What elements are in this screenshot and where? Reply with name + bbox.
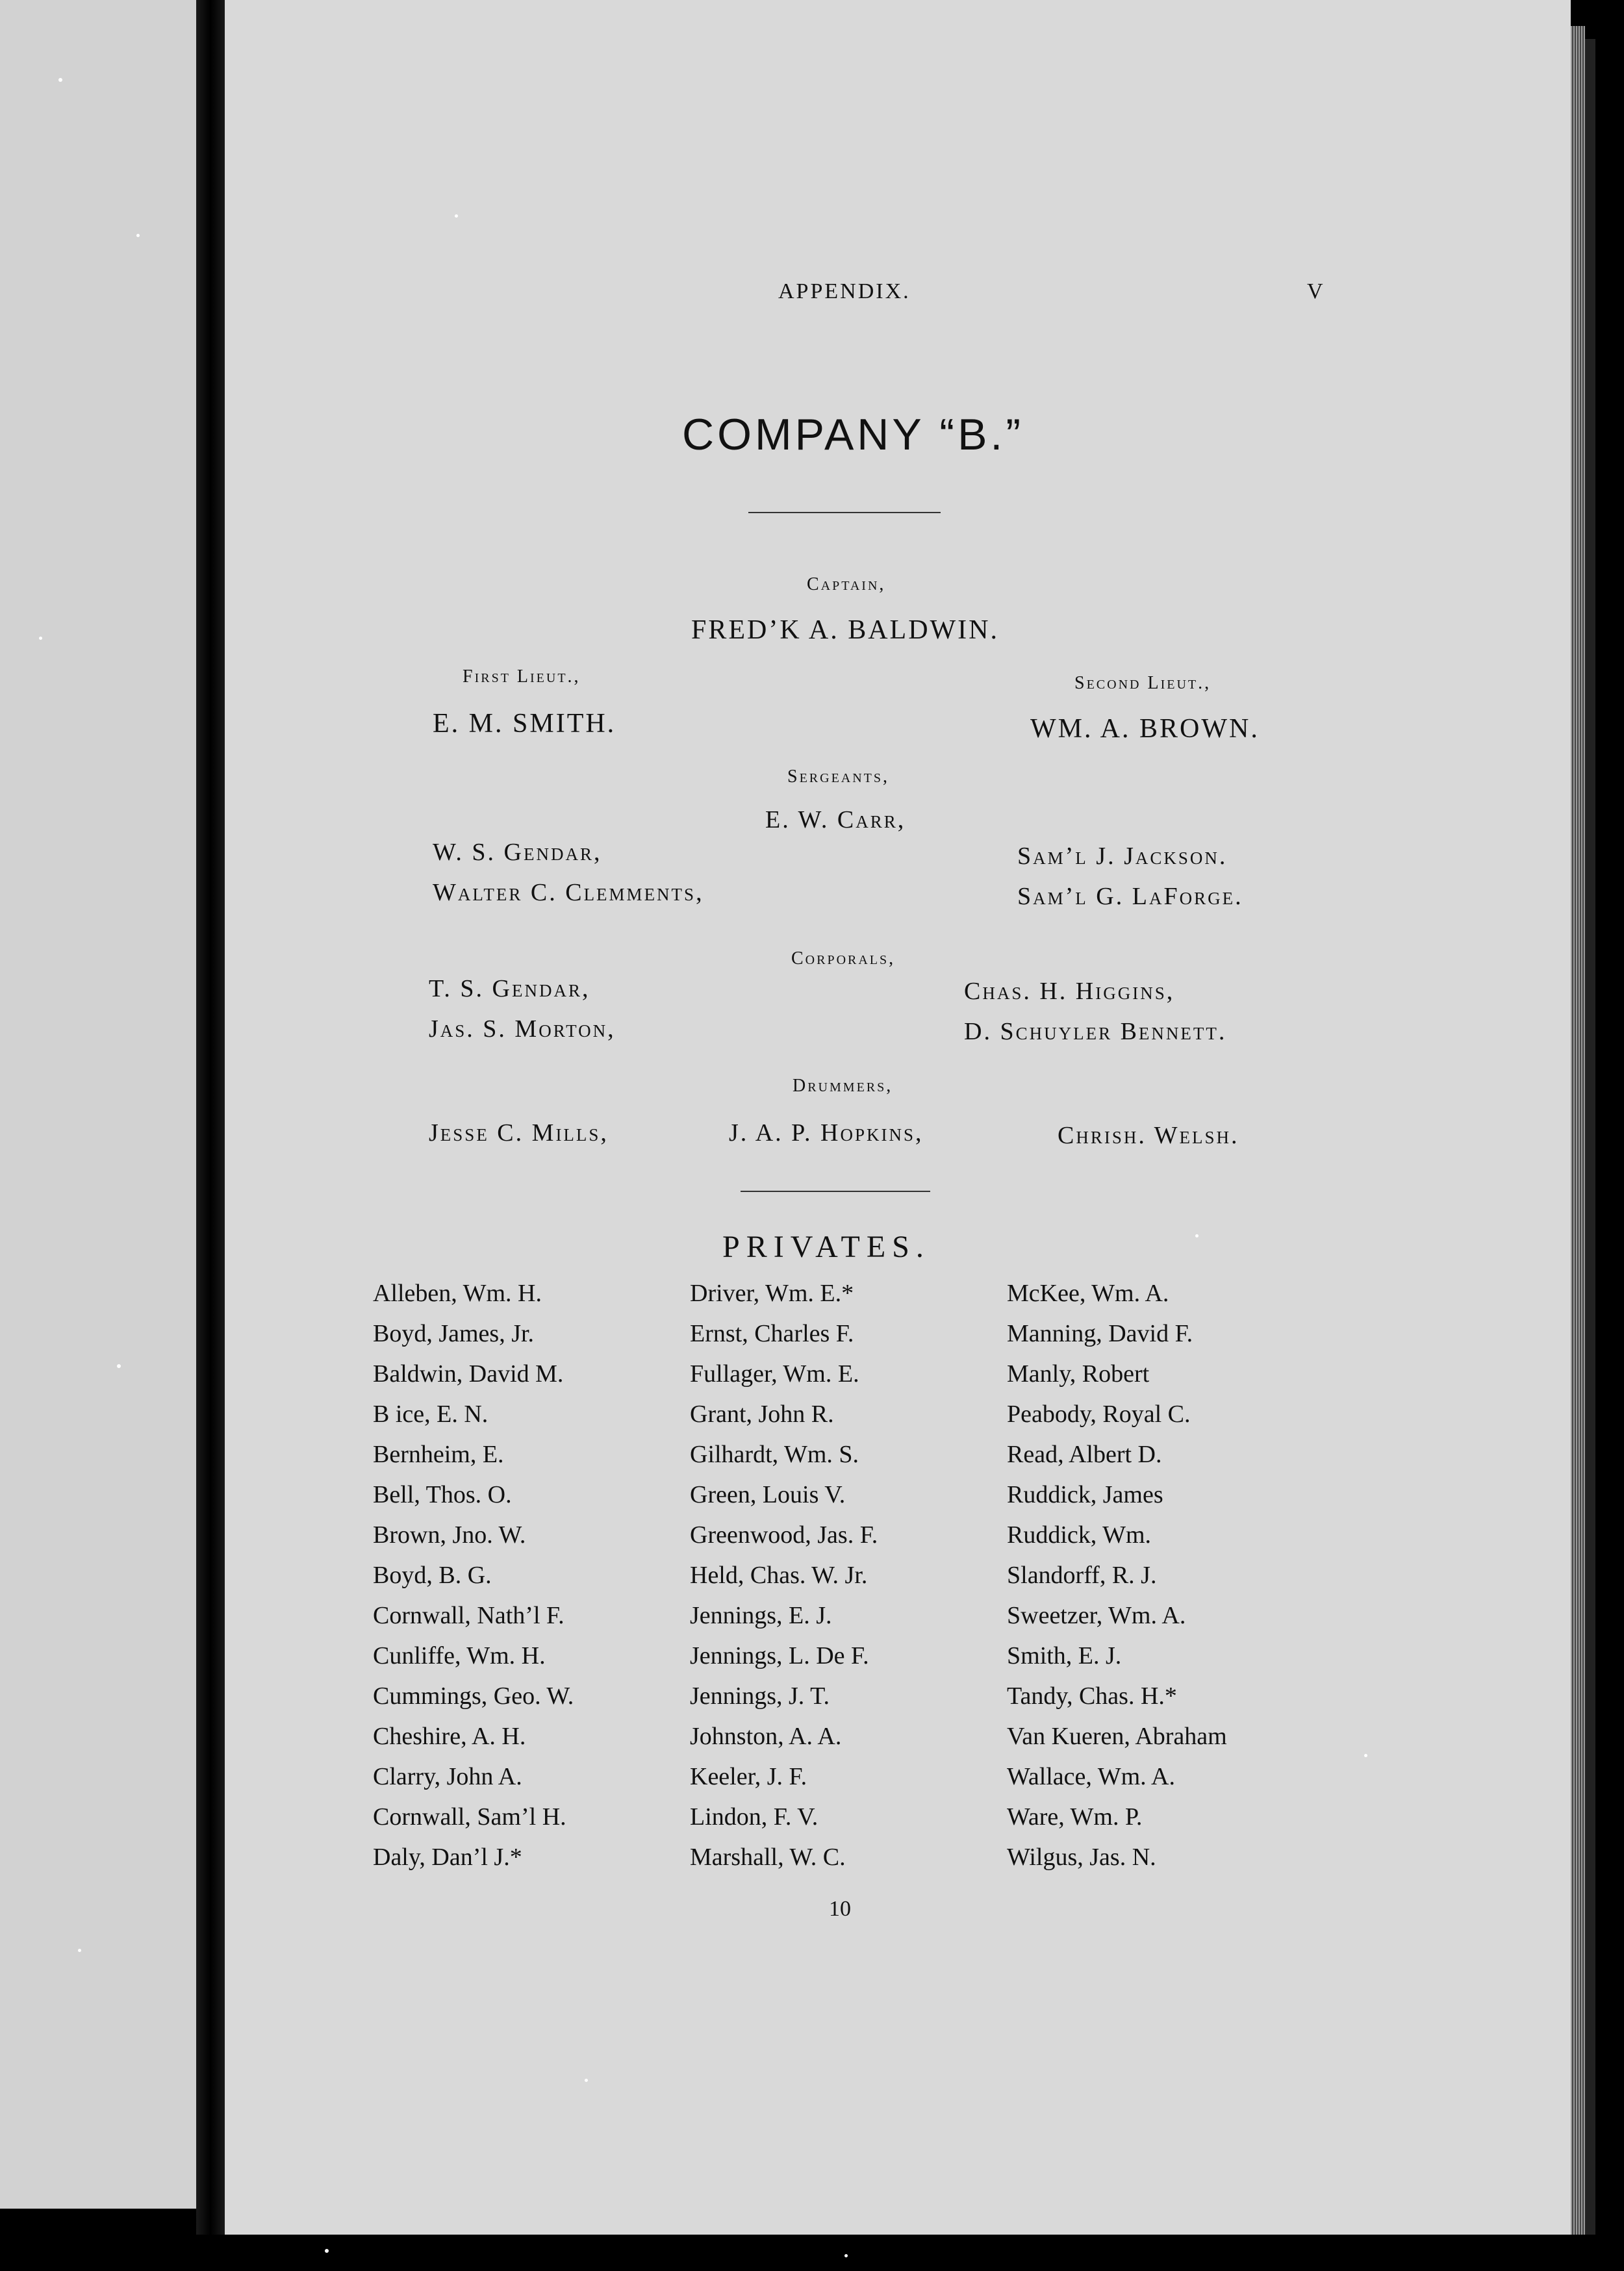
private-name: B ice, E. N. xyxy=(373,1401,488,1428)
private-name: Ware, Wm. P. xyxy=(1007,1803,1143,1831)
private-name: Ernst, Charles F. xyxy=(690,1320,854,1347)
private-name: Johnston, A. A. xyxy=(690,1723,842,1750)
private-name: Alleben, Wm. H. xyxy=(373,1280,542,1307)
page-number-roman: V xyxy=(1307,279,1325,303)
private-name: Slandorff, R. J. xyxy=(1007,1562,1157,1589)
scan-speck xyxy=(844,2254,848,2257)
private-name: Wallace, Wm. A. xyxy=(1007,1763,1175,1790)
scan-speck xyxy=(1195,1234,1199,1237)
private-name: Sweetzer, Wm. A. xyxy=(1007,1602,1186,1629)
private-name: Smith, E. J. xyxy=(1007,1642,1122,1669)
privates-column-1 xyxy=(373,1273,574,1877)
private-name: Peabody, Royal C. xyxy=(1007,1401,1191,1428)
page-title: COMPANY “B.” xyxy=(682,410,1024,459)
book-gutter xyxy=(196,0,225,2235)
sergeants-label: Sergeants, xyxy=(787,767,890,787)
private-name: Cornwall, Nath’l F. xyxy=(373,1602,565,1629)
private-name: Van Kueren, Abraham xyxy=(1007,1723,1227,1750)
private-name: Manly, Robert xyxy=(1007,1360,1150,1388)
drummers-label: Drummers, xyxy=(793,1076,893,1096)
private-name: Driver, Wm. E.* xyxy=(690,1280,854,1307)
privates-heading: PRIVATES. xyxy=(722,1230,930,1264)
private-name: Cornwall, Sam’l H. xyxy=(373,1803,566,1831)
private-name: Keeler, J. F. xyxy=(690,1763,807,1790)
second-lieut-name: WM. A. BROWN. xyxy=(1030,714,1260,744)
private-name: Jennings, J. T. xyxy=(690,1682,830,1710)
scan-speck xyxy=(117,1364,121,1368)
private-name: Green, Louis V. xyxy=(690,1481,846,1508)
private-name: Ruddick, Wm. xyxy=(1007,1521,1152,1549)
first-lieut-name: E. M. SMITH. xyxy=(433,709,616,739)
private-name: Wilgus, Jas. N. xyxy=(1007,1844,1156,1871)
sergeant-name: Sam’l J. Jackson. xyxy=(1017,843,1228,870)
captain-name: FRED’K A. BALDWIN. xyxy=(691,615,999,645)
scan-speck xyxy=(585,2079,588,2082)
private-name: McKee, Wm. A. xyxy=(1007,1280,1169,1307)
private-name: Cummings, Geo. W. xyxy=(373,1682,574,1710)
section-rule xyxy=(741,1191,930,1192)
corporal-name: T. S. Gendar, xyxy=(429,975,590,1002)
private-name: Baldwin, David M. xyxy=(373,1360,564,1388)
page-folio: 10 xyxy=(829,1897,851,1921)
corporal-name: Chas. H. Higgins, xyxy=(964,978,1175,1005)
captain-label: Captain, xyxy=(807,574,886,594)
book-page xyxy=(225,0,1571,2235)
private-name: Cunliffe, Wm. H. xyxy=(373,1642,546,1669)
title-rule xyxy=(748,512,941,513)
scan-speck xyxy=(325,2249,329,2253)
scan-speck xyxy=(455,214,458,218)
private-name: Daly, Dan’l J.* xyxy=(373,1844,522,1871)
drummer-name: J. A. P. Hopkins, xyxy=(729,1119,924,1147)
private-name: Ruddick, James xyxy=(1007,1481,1163,1508)
page-stack-shadow xyxy=(1585,39,1595,2235)
second-lieut-label: Second Lieut., xyxy=(1074,673,1212,693)
private-name: Lindon, F. V. xyxy=(690,1803,818,1831)
running-head: APPENDIX. xyxy=(778,279,911,303)
sergeant-name: Sam’l G. LaForge. xyxy=(1017,883,1243,910)
private-name: Bernheim, E. xyxy=(373,1441,504,1468)
private-name: Held, Chas. W. Jr. xyxy=(690,1562,868,1589)
sergeant-name: W. S. Gendar, xyxy=(433,839,602,866)
private-name: Greenwood, Jas. F. xyxy=(690,1521,878,1549)
drummer-name: Jesse C. Mills, xyxy=(429,1119,609,1147)
first-lieut-label: First Lieut., xyxy=(463,666,581,687)
private-name: Boyd, B. G. xyxy=(373,1562,492,1589)
privates-column-2 xyxy=(690,1273,878,1877)
private-name: Bell, Thos. O. xyxy=(373,1481,512,1508)
scan-speck xyxy=(58,78,62,82)
privates-column-3 xyxy=(1007,1273,1227,1877)
corporal-name: Jas. S. Morton, xyxy=(429,1015,616,1043)
scan-speck xyxy=(39,637,42,640)
drummer-name: Chrish. Welsh. xyxy=(1058,1122,1239,1149)
corporal-name: D. Schuyler Bennett. xyxy=(964,1018,1227,1045)
page-stack-edge xyxy=(1571,26,1585,2235)
private-name: Marshall, W. C. xyxy=(690,1844,846,1871)
corporals-label: Corporals, xyxy=(791,948,896,969)
scan-speck xyxy=(1364,1754,1367,1757)
private-name: Fullager, Wm. E. xyxy=(690,1360,859,1388)
private-name: Read, Albert D. xyxy=(1007,1441,1162,1468)
private-name: Cheshire, A. H. xyxy=(373,1723,526,1750)
private-name: Clarry, John A. xyxy=(373,1763,522,1790)
private-name: Gilhardt, Wm. S. xyxy=(690,1441,859,1468)
sergeant-name: E. W. Carr, xyxy=(765,806,906,833)
scan-speck xyxy=(78,1949,81,1952)
private-name: Manning, David F. xyxy=(1007,1320,1193,1347)
private-name: Jennings, E. J. xyxy=(690,1602,832,1629)
private-name: Tandy, Chas. H.* xyxy=(1007,1682,1177,1710)
scan-speck xyxy=(136,234,140,237)
previous-page-edge xyxy=(0,0,196,2209)
private-name: Brown, Jno. W. xyxy=(373,1521,526,1549)
private-name: Grant, John R. xyxy=(690,1401,834,1428)
sergeant-name: Walter C. Clemments, xyxy=(433,879,704,906)
private-name: Jennings, L. De F. xyxy=(690,1642,869,1669)
private-name: Boyd, James, Jr. xyxy=(373,1320,535,1347)
